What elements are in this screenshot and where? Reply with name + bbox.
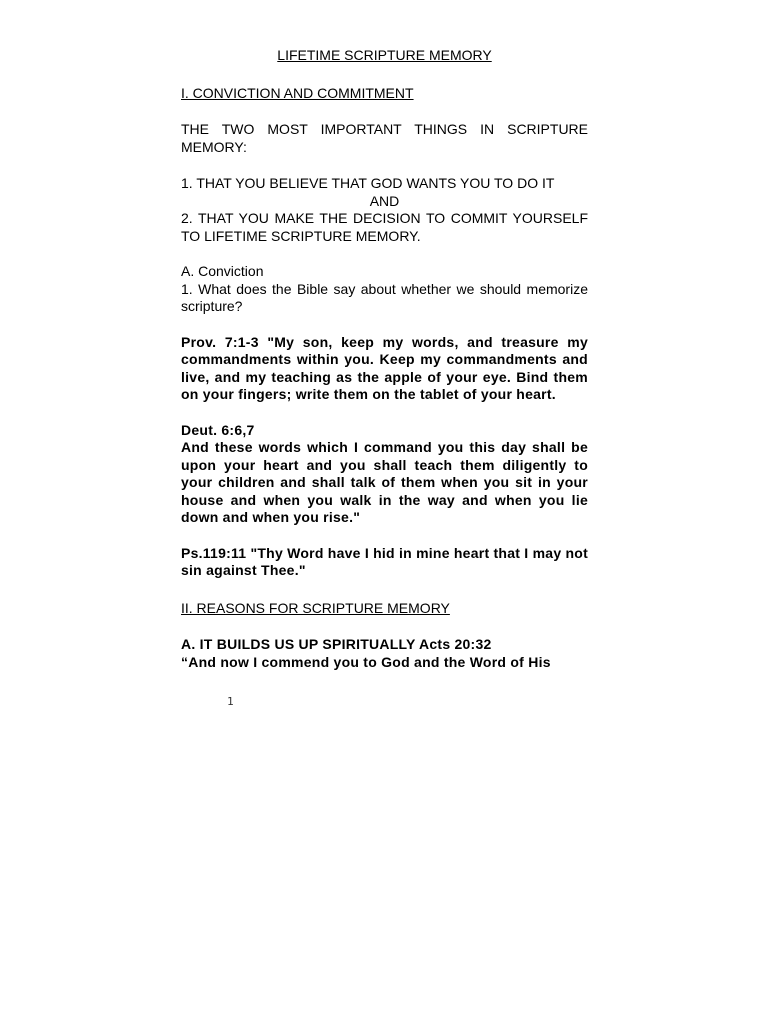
deuteronomy-reference: Deut. 6:6,7: [181, 421, 255, 438]
psalm-verse: Ps.119:11 "Thy Word have I hid in mine heart that I may not sin against Thee.": [181, 544, 589, 578]
reason-a-heading: A. IT BUILDS US UP SPIRITUALLY Acts 20:32: [181, 636, 492, 652]
page-number: 1: [227, 695, 234, 708]
document-page: [181, 40, 588, 671]
acts-quote-start: “And now I commend you to God and the Word of His: [181, 653, 551, 670]
point-one: 1. THAT YOU BELIEVE THAT GOD WANTS YOU TO DO IT: [181, 175, 555, 191]
section-heading-reasons: II. REASONS FOR SCRIPTURE MEMORY: [181, 599, 450, 616]
point-two: 2. THAT YOU MAKE THE DECISION TO COMMIT YOURSELF TO LIFETIME SCRIPTURE MEMORY.: [181, 210, 588, 244]
proverbs-verse: Prov. 7:1-3 "My son, keep my words, and treasure my commandments within you. Keep my commandments and live, and my teaching as the apple of your eye. Bind them on your fingers; write them on the tablet of your heart.: [181, 333, 588, 402]
document-title: LIFETIME SCRIPTURE MEMORY: [277, 47, 492, 63]
subheading-conviction: A. Conviction: [181, 263, 264, 279]
deuteronomy-verse: And these words which I command you this day shall be upon your heart and you shall teach them diligently to your children and shall talk of them when you sit in your house and when you walk in the way and when you lie down and when you rise.": [181, 439, 588, 525]
question-text: 1. What does the Bible say about whether we should memorize scripture?: [181, 280, 588, 314]
section-heading-conviction: I. CONVICTION AND COMMITMENT: [181, 84, 414, 101]
intro-text: THE TWO MOST IMPORTANT THINGS IN SCRIPTURE MEMORY:: [181, 121, 588, 155]
connector-text: AND: [369, 192, 400, 209]
